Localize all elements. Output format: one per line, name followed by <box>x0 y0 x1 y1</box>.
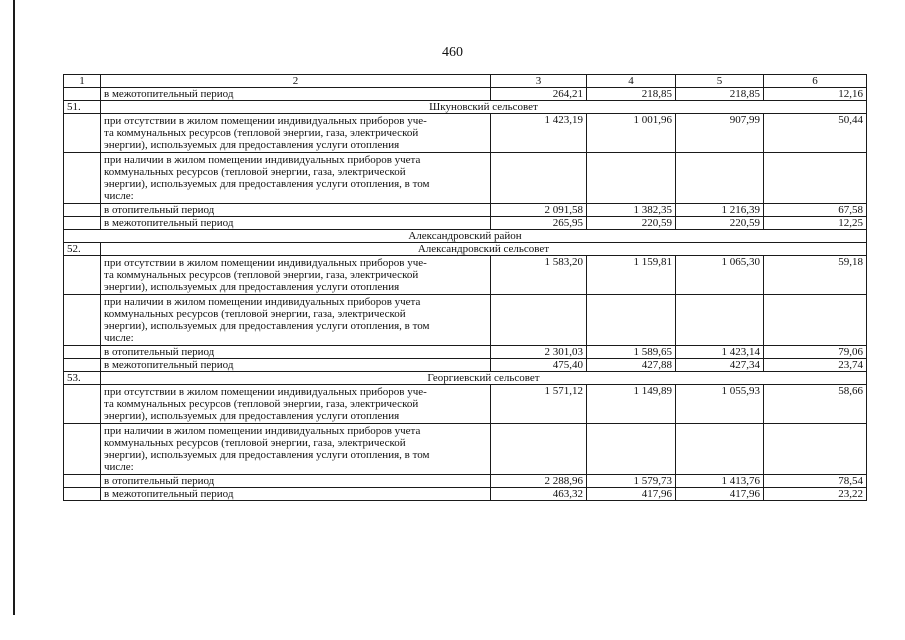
section-row <box>64 372 867 385</box>
value-cell <box>587 153 676 204</box>
table-row <box>64 385 867 424</box>
table-row <box>64 424 867 475</box>
description-line: та коммунальных ресурсов (тепловой энергии, газа, электрической <box>104 127 419 139</box>
value-cell: 1 589,65 <box>587 346 676 359</box>
row-description <box>101 295 491 346</box>
value-cell: 265,95 <box>491 217 587 230</box>
row-description <box>101 256 491 295</box>
value-cell <box>676 153 764 204</box>
description-line: энергии), используемых для предоставления услуги отопления, в том <box>104 320 430 332</box>
value-cell: 463,32 <box>491 488 587 501</box>
value-cell: 1 149,89 <box>587 385 676 424</box>
row-description <box>101 114 491 153</box>
value-cell: 12,25 <box>764 217 867 230</box>
table-row <box>64 475 867 488</box>
row-number <box>64 114 101 153</box>
value-cell: 1 583,20 <box>491 256 587 295</box>
row-description: в отопительный период <box>101 475 491 488</box>
value-cell: 2 288,96 <box>491 475 587 488</box>
description-line: коммунальных ресурсов (тепловой энергии, газа, электрической <box>104 308 406 320</box>
row-number: 52. <box>64 243 101 256</box>
value-cell: 220,59 <box>676 217 764 230</box>
column-number: 3 <box>491 75 587 88</box>
row-number <box>64 217 101 230</box>
section-title: Александровский сельсовет <box>101 243 867 256</box>
description-line: числе: <box>104 190 134 202</box>
value-cell: 2 301,03 <box>491 346 587 359</box>
page-number: 460 <box>442 45 463 60</box>
description-line: числе: <box>104 332 134 344</box>
column-number: 5 <box>676 75 764 88</box>
value-cell: 264,21 <box>491 88 587 101</box>
value-cell: 12,16 <box>764 88 867 101</box>
value-cell <box>587 295 676 346</box>
table-row <box>64 217 867 230</box>
value-cell <box>587 424 676 475</box>
row-number: 53. <box>64 372 101 385</box>
description-line: энергии), используемых для предоставления услуги отопления, в том <box>104 449 430 461</box>
table-row <box>64 346 867 359</box>
column-number: 4 <box>587 75 676 88</box>
description-line: коммунальных ресурсов (тепловой энергии, газа, электрической <box>104 437 406 449</box>
column-number: 1 <box>64 75 101 88</box>
value-cell: 1 571,12 <box>491 385 587 424</box>
value-cell: 475,40 <box>491 359 587 372</box>
value-cell <box>764 295 867 346</box>
value-cell: 427,88 <box>587 359 676 372</box>
description-line: энергии), используемых для предоставления услуги отопления <box>104 281 400 293</box>
table-row <box>64 256 867 295</box>
description-line: энергии), используемых для предоставления услуги отопления <box>104 410 400 422</box>
column-number: 6 <box>764 75 867 88</box>
table-row <box>64 488 867 501</box>
table-row <box>64 153 867 204</box>
row-number <box>64 88 101 101</box>
value-cell: 1 423,19 <box>491 114 587 153</box>
value-cell: 417,96 <box>676 488 764 501</box>
section-row <box>64 101 867 114</box>
description-line: коммунальных ресурсов (тепловой энергии, газа, электрической <box>104 166 406 178</box>
value-cell <box>491 424 587 475</box>
description-line: при отсутствии в жилом помещении индивидуальных приборов уче- <box>104 386 427 398</box>
row-number <box>64 424 101 475</box>
table-row <box>64 359 867 372</box>
value-cell: 1 382,35 <box>587 204 676 217</box>
value-cell: 23,22 <box>764 488 867 501</box>
value-cell <box>676 424 764 475</box>
row-number <box>64 346 101 359</box>
row-description <box>101 424 491 475</box>
row-description: в отопительный период <box>101 346 491 359</box>
description-line: при отсутствии в жилом помещении индивидуальных приборов уче- <box>104 257 427 269</box>
row-number <box>64 475 101 488</box>
value-cell <box>764 153 867 204</box>
region-row <box>64 230 867 243</box>
value-cell: 1 065,30 <box>676 256 764 295</box>
row-description <box>101 153 491 204</box>
value-cell: 1 413,76 <box>676 475 764 488</box>
description-line: при наличии в жилом помещении индивидуальных приборов учета <box>104 154 421 166</box>
scan-edge-line <box>13 0 15 615</box>
value-cell <box>676 295 764 346</box>
value-cell: 1 423,14 <box>676 346 764 359</box>
value-cell: 2 091,58 <box>491 204 587 217</box>
description-line: числе: <box>104 461 134 473</box>
row-description: в межотопительный период <box>101 488 491 501</box>
table-row <box>64 295 867 346</box>
section-title: Шкуновский сельсовет <box>101 101 867 114</box>
value-cell: 1 579,73 <box>587 475 676 488</box>
column-number: 2 <box>101 75 491 88</box>
table-row <box>64 88 867 101</box>
value-cell: 907,99 <box>676 114 764 153</box>
value-cell: 78,54 <box>764 475 867 488</box>
row-number <box>64 295 101 346</box>
value-cell: 59,18 <box>764 256 867 295</box>
value-cell: 1 216,39 <box>676 204 764 217</box>
value-cell <box>491 153 587 204</box>
description-line: при наличии в жилом помещении индивидуальных приборов учета <box>104 425 421 437</box>
row-number <box>64 256 101 295</box>
value-cell: 218,85 <box>587 88 676 101</box>
description-line: та коммунальных ресурсов (тепловой энергии, газа, электрической <box>104 398 419 410</box>
row-description <box>101 385 491 424</box>
row-number <box>64 204 101 217</box>
value-cell: 218,85 <box>676 88 764 101</box>
value-cell: 23,74 <box>764 359 867 372</box>
row-description: в отопительный период <box>101 204 491 217</box>
section-row <box>64 243 867 256</box>
value-cell: 417,96 <box>587 488 676 501</box>
description-line: энергии), используемых для предоставления услуги отопления <box>104 139 400 151</box>
table-row <box>64 204 867 217</box>
value-cell: 1 055,93 <box>676 385 764 424</box>
row-number <box>64 359 101 372</box>
row-number <box>64 385 101 424</box>
section-title: Георгиевский сельсовет <box>101 372 867 385</box>
value-cell: 58,66 <box>764 385 867 424</box>
value-cell: 50,44 <box>764 114 867 153</box>
value-cell: 220,59 <box>587 217 676 230</box>
row-description: в межотопительный период <box>101 217 491 230</box>
table-row <box>64 114 867 153</box>
row-description: в межотопительный период <box>101 359 491 372</box>
row-description: в межотопительный период <box>101 88 491 101</box>
row-number: 51. <box>64 101 101 114</box>
value-cell: 1 159,81 <box>587 256 676 295</box>
description-line: при отсутствии в жилом помещении индивидуальных приборов уче- <box>104 115 427 127</box>
value-cell: 1 001,96 <box>587 114 676 153</box>
row-number <box>64 153 101 204</box>
description-line: та коммунальных ресурсов (тепловой энергии, газа, электрической <box>104 269 419 281</box>
value-cell: 79,06 <box>764 346 867 359</box>
region-title: Александровский район <box>64 230 867 243</box>
value-cell <box>491 295 587 346</box>
value-cell: 67,58 <box>764 204 867 217</box>
value-cell <box>764 424 867 475</box>
description-line: энергии), используемых для предоставления услуги отопления, в том <box>104 178 430 190</box>
column-number-row <box>64 75 867 88</box>
tariff-table <box>63 74 867 501</box>
value-cell: 427,34 <box>676 359 764 372</box>
row-number <box>64 488 101 501</box>
description-line: при наличии в жилом помещении индивидуальных приборов учета <box>104 296 421 308</box>
